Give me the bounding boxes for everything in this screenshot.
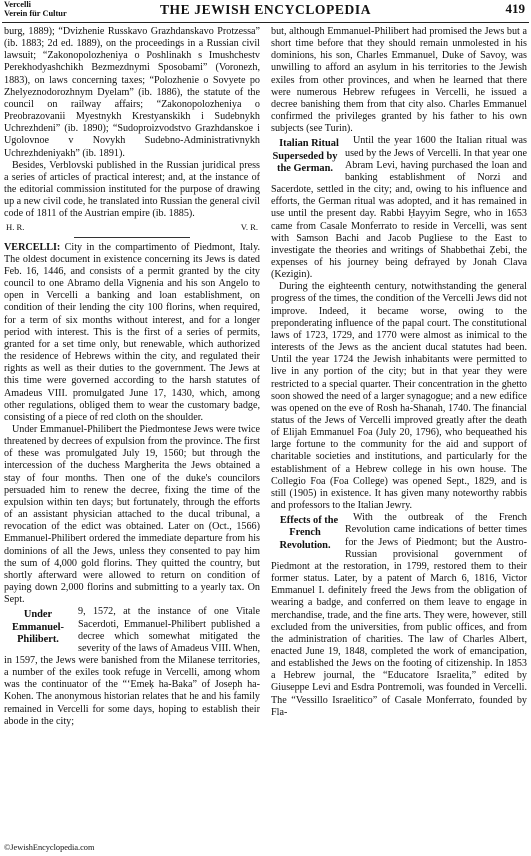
paragraph-during: During the eighteenth century, notwithstanding the general progress of the times, the condition of the Vercelli Jews did not improve. Indeed, it became worse, owing to the preponderating influence of the papal court. The constitutional laws of 1723, 1729, and 1770 were almost as inimical to the interests of the Jews as the ancient ducal statutes had been. Until the year 1724 the Jewish inhabitants were permitted to live in any portion of the city; but in that year they were restricted to a special quarter. Their concentration in the ghetto soon showed the need of a larger synagogue; and a new edifice was opened on the eve of Rosh ha-Shanah, 1740. The financial status of the Jews of Vercelli improved greatly after the death of Elijah Emmanuel Foa (July 20, 1796), who bequeathed his large fortune to the community for the aid and support of charitable societies and institutions, and particularly for the establishment of a Hebrew college in his own house. The Collegio Foa (Foa College) was opened Sept., 1829, and is still (1905) in existence. It has given many noteworthy rabbis and professors to the Italian Jewry. [271, 281, 527, 512]
side-heading-under-emmanuel: Under Emmanuel-Philibert. [12, 609, 64, 645]
footer-credit: ©JewishEncyclopedia.com [4, 843, 95, 852]
entry-title: VERCELLI: [4, 241, 61, 253]
with-text: With the outbreak of the French Revolution came indications of better times for the Jews of Piedmont; but the Austro-Russian provisional government of Piedmont at the restoration, in 1799, restored them to their former status. Later, by a patent of March 6, 1816, Victor Emmanuel I. definitely freed the Jews from the obligation of wearing a badge, and conferred on them leave to engage in merchandise, trade, and the fine arts. They were, however, still excluded from the universities, from public offices, and from the administration of charities. The law of Charles Albert, enacted June 19, 1848, completed the work of emancipation, and established the Jews on the footing of citizenship. In 1853 a Hebrew journal, the “Educatore Israelita,” edited by Giuseppe Levi and Esdra Pontremoli, was founded in Vercelli. The “Vessillo Israelitico” of Casale Monferrato, founded by Fla- [271, 512, 527, 718]
side-heading-french-revolution: Effects of the French Revolution. [279, 515, 339, 551]
left-column [4, 26, 260, 728]
running-head-line2: Verein für Cultur [4, 8, 67, 18]
right-column [271, 26, 527, 719]
page-number: 419 [505, 1, 525, 16]
side-heading-italian-ritual: Italian Ritual Superseded by the German. [272, 138, 339, 174]
author-signature [6, 221, 258, 233]
article-divider [74, 237, 190, 238]
paragraph-continuation: but, although Emmanuel-Philibert had promised the Jews but a short time before that they should remain unmolested in his dominions, his son, Charles Emmanuel, Duke of Savoy, was unwilling to afford an asylum in his territories to the Jewish exiles from other provinces, and when he learned that there were numerous Hebrew refugees in Vercelli, he issued a decree banishing them from that city also. Charles Emmanuel confirmed the privileges granted by his father to his own subjects (see Turin). [271, 26, 527, 135]
paragraph-with [271, 512, 527, 719]
under-cont-text: 9, 1572, at the instance of one Vitale Sacerdoti, Emmanuel-Philibert published a decree which somewhat mitigated the severity of the laws of Amadeus VIII. When, in 1597, the Jews were banished from the Milanese territories, a number of the exiles took refuge in Vercelli, among whom was the continuator of the “ʻEmeḳ ha-Baka” of Joseph ha-Kohen. The anonymous historian relates that he and his family remained in Vercelli for some days, hoping to establish their abode in the city; [4, 606, 260, 727]
paragraph-under: Under Emmanuel-Philibert the Piedmontese Jews were twice threatened by decrees of expulsion from the province. The first of these was promulgated July 19, 1560; but through the intercession of the duchess Margherita the Jews obtained a stay of four months. Then one of the duke's councilors persuaded him to renew the decree, fixing the time of the expulsion within ten days; but fortunately, through the efforts of an assistant physician attached to the ducal tribunal, a revocation of the edict was obtained. Later on (Oct., 1566) Emmanuel-Philibert ordered the immediate departure from his dominions of all the Jews, unless they consented to pay him the sum of 4,000 gold florins. They quitted the country, but shortly afterward were allowed to return on condition of paying down 2,000 florins and submitting to a yearly tax. On Sept. [4, 424, 260, 606]
signature-left: H. R. [6, 221, 25, 232]
header-rule [2, 22, 529, 23]
page-title: THE JEWISH ENCYCLOPEDIA [159, 2, 372, 17]
page-header [0, 0, 531, 24]
signature-right: V. R. [240, 221, 258, 232]
paragraph-besides: Besides, Verblovski published in the Russian juridical press a series of articles of practical interest; and, at the instance of the editorial commission instituted for the purpose of drawing up a new civil code, he translated into Russian the general civil code of 1811 of the Austrian empire (ib. 1885). [4, 159, 260, 220]
paragraph-vercelli [4, 242, 260, 424]
until-text: Until the year 1600 the Italian ritual was used by the Jews of Vercelli. In that year one Abram Levi, having purchased the loan and banking establishment of Norzi and Sacerdote, settled in the city; and, owing to his influence and efforts, the German ritual was adopted, and it has remained in use until the present day. Rabbi Ḥayyim Segre, who in 1653 came from Casale Monferrato to reside in Vercelli, was sent with Samson Bachi and Jacob Pugliese to the East to investigate the theories and writings of Shabbethai Ẓebi, the expenses of his journey being defrayed by Jonah Clava (Kezigin). [271, 135, 527, 281]
paragraph-bibliography: burg, 1889); “Dvizhenie Russkavo Grazhdanskavo Protzessa” (ib. 1883; 2d ed. 1889), on the proceedings in a Russian civil lawsuit; “Zakonopolozheniya o Poshlinakh s Imushchestv Perekhodyashchikh Bezmezdnymi Sposobami” (Voronezh, 1883), on laws concerning taxes; “Polozhenie o Sovyete po Zhelyeznodorozhnym Dyelam” (ib. 1886), the statute of the council on railway affairs; “Zakonopolozheniya o Preobrazovanii Myestnykh Krestyanskikh i Sudebnykh Uchrezhdeni” (ib. 1890); “Sudoproizvodstvo Grazhdanskoe i Ugolovnoe v Novykh Sudebno-Administrativnykh Uchrezhdeniyakh” (ib. 1891). [4, 26, 260, 159]
paragraph-until [271, 135, 527, 281]
entry-text: City in the compartimento of Piedmont, Italy. The oldest document in existence concerning its Jews is dated Feb. 16, 1446, and consists of a permit granted by the city council to one Abramo della Vignenia and his son Angelo to open in Vercelli a banking and loan establishment, on condition of their lending the city 100 florins, when required, for a term of six months without interest, and for a longer period with interest. This is the first of a series of permits, granted for a set time only, but renewable, which authorized the residence of Hebrews within the city, and regulated their rights as well as their duties to the government. The Jews at this time were governed according to the harsh statutes of Amadeus VIII. promulgated June 17, 1430, which, among other regulations, obliged them to wear the customary badge, consisting of a piece of red cloth on the shoulder. [4, 241, 260, 423]
running-head-line1: Vercelli [4, 0, 31, 9]
paragraph-under-cont [4, 606, 260, 728]
